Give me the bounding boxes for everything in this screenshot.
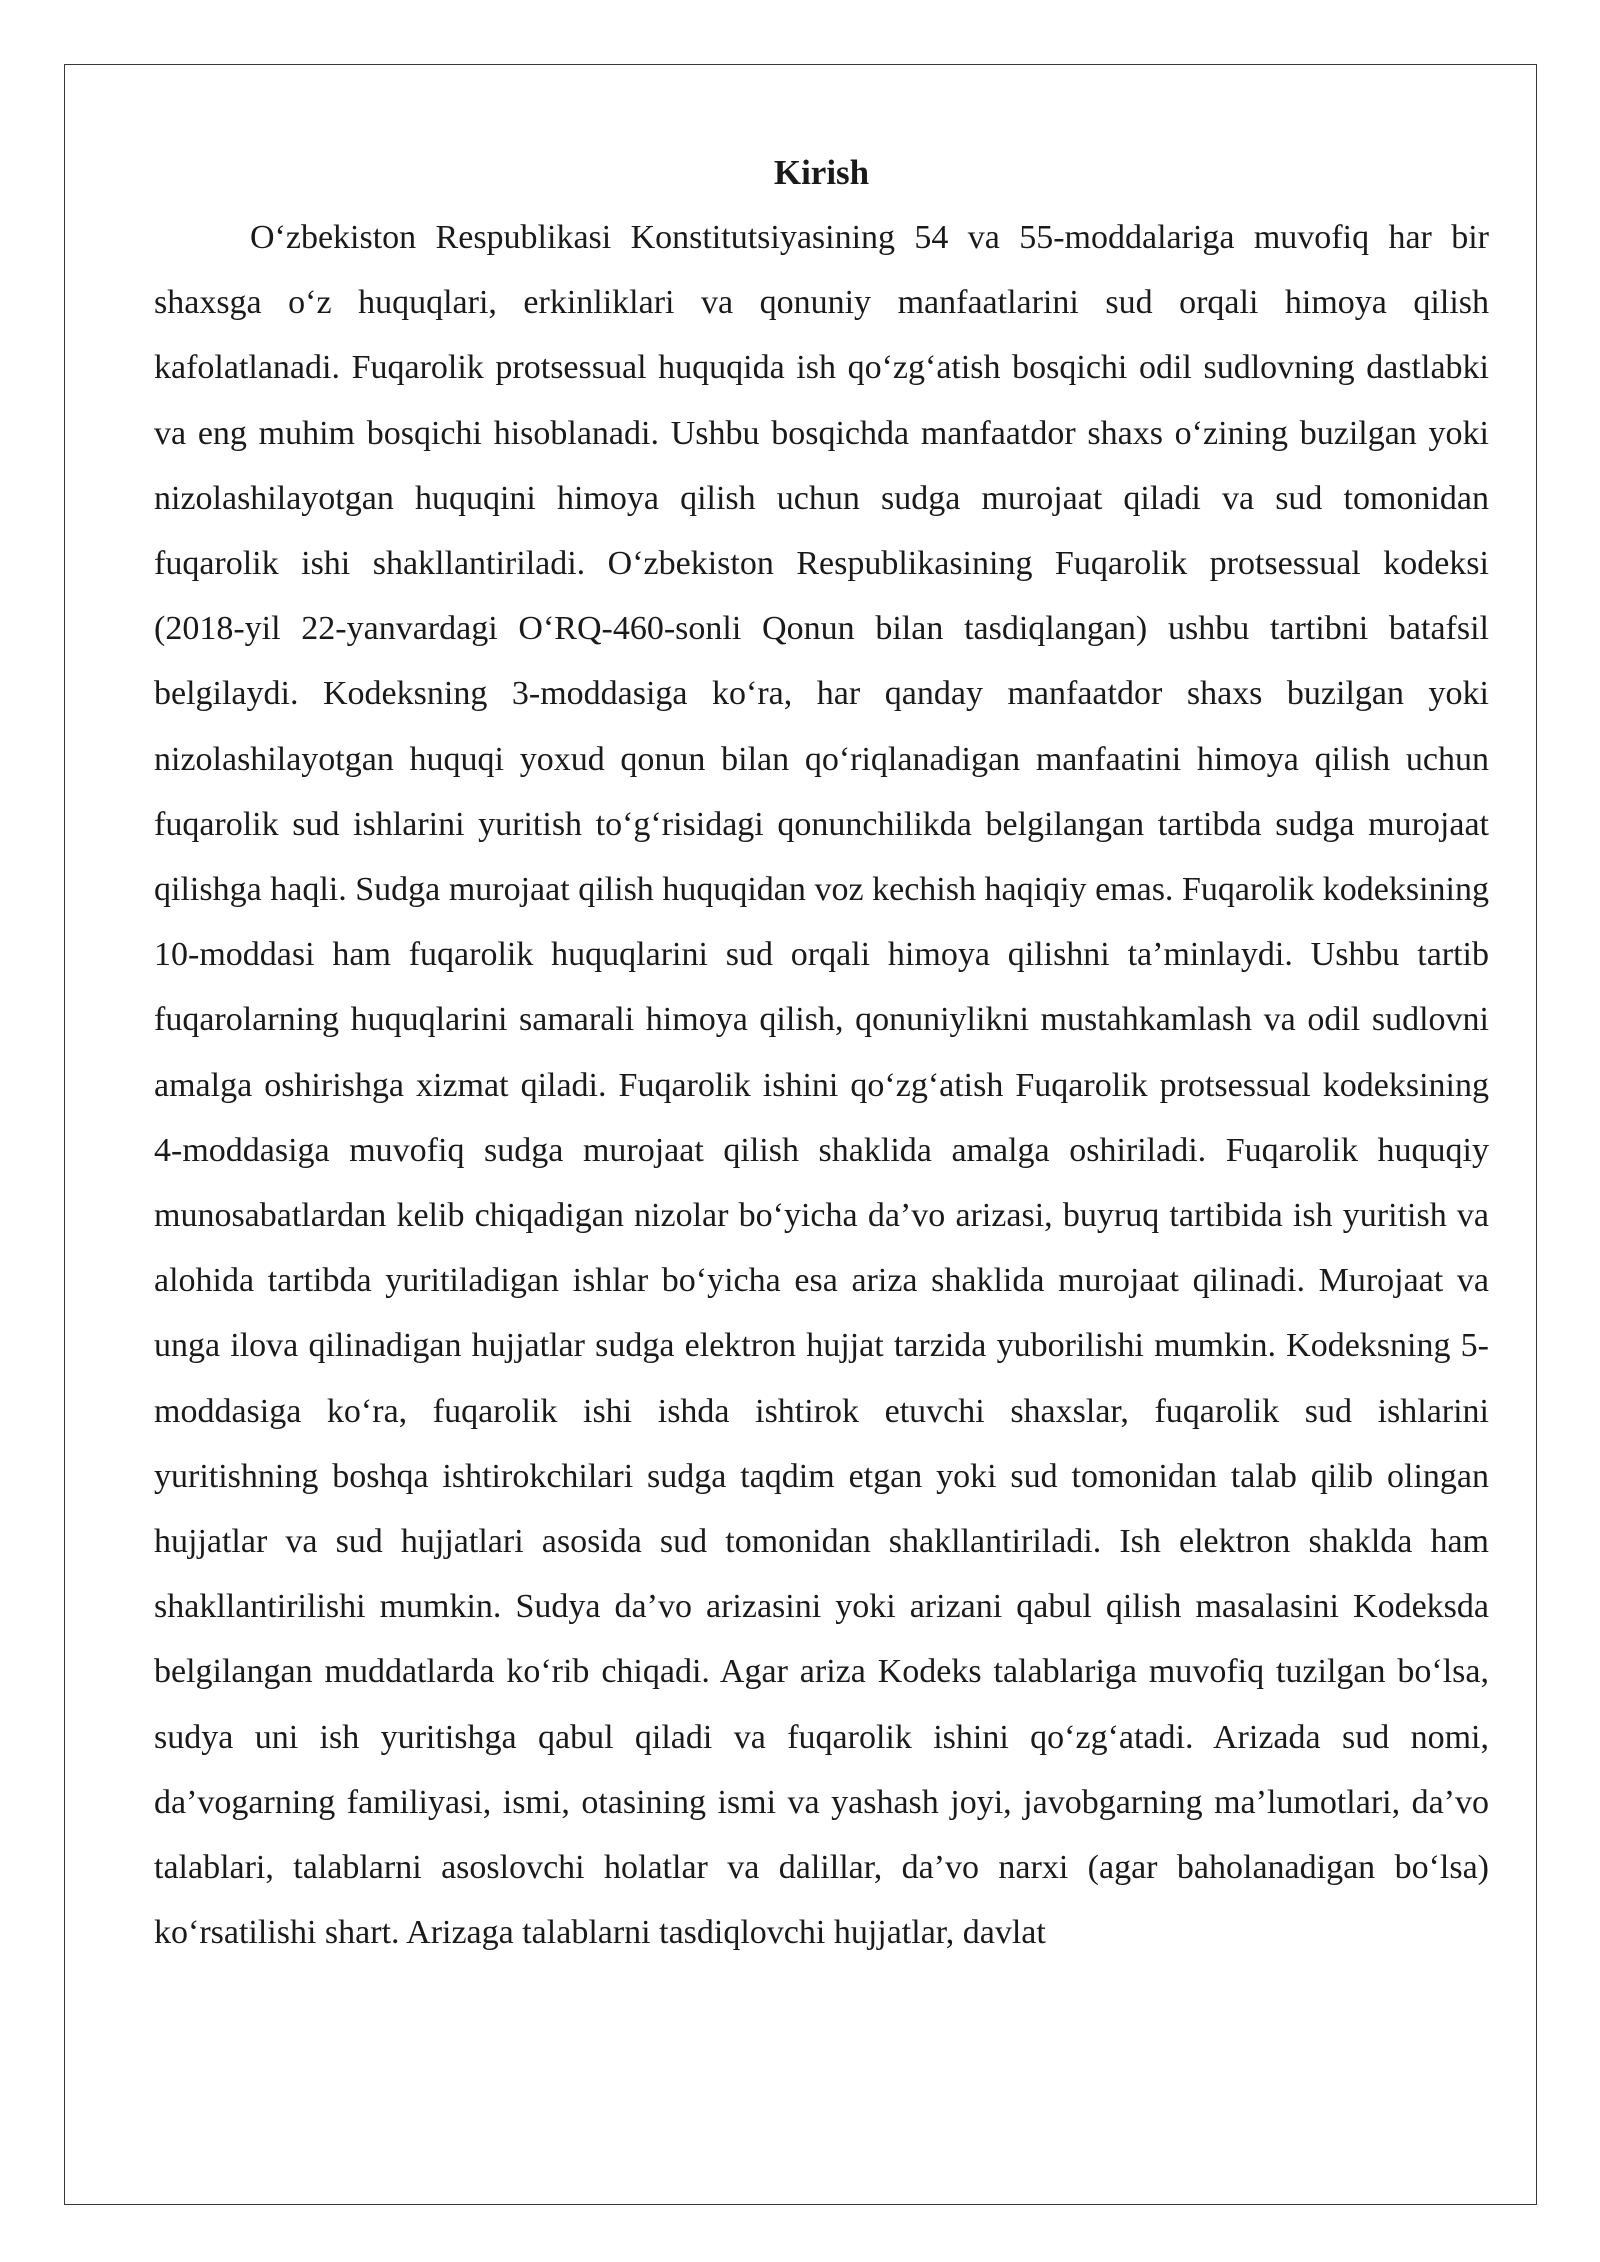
document-title: Kirish [773,153,870,192]
document-page [154,140,1489,1965]
body-paragraph: O‘zbekiston Respublikasi Konstitutsiyasining 54 va 55-moddalariga muvofiq har bir shaxsga o‘z huquqlari, erkinliklari va qonuniy manfaatlarini sud orqali himoya qilish kafolatlanadi. Fuqarolik protsessual huquqida ish qo‘zg‘atish bosqichi odil sudlovning dastlabki va eng muhim bosqichi hisoblanadi. Ushbu bosqichda manfaatdor shaxs o‘zining buzilgan yoki nizolashilayotgan huquqini himoya qilish uchun sudga murojaat qiladi va sud tomonidan fuqarolik ishi shakllantiriladi. O‘zbekiston Respublikasining Fuqarolik protsessual kodeksi (2018-yil 22-yanvardagi O‘RQ-460-sonli Qonun bilan tasdiqlangan) ushbu tartibni batafsil belgilaydi. Kodeksning 3-moddasiga ko‘ra, har qanday manfaatdor shaxs buzilgan yoki nizolashilayotgan huquqi yoxud qonun bilan qo‘riqlanadigan manfaatini himoya qilish uchun fuqarolik sud ishlarini yuritish to‘g‘risidagi qonunchilikda belgilangan tartibda sudga murojaat qilishga haqli. Sudga murojaat qilish huquqidan voz kechish haqiqiy emas. Fuqarolik kodeksining 10-moddasi ham fuqarolik huquqlarini sud orqali himoya qilishni ta’minlaydi. Ushbu tartib fuqarolarning huquqlarini samarali himoya qilish, qonuniylikni mustahkamlash va odil sudlovni amalga oshirishga xizmat qiladi. Fuqarolik ishini qo‘zg‘atish Fuqarolik protsessual kodeksining 4-moddasiga muvofiq sudga murojaat qilish shaklida amalga oshiriladi. Fuqarolik huquqiy munosabatlardan kelib chiqadigan nizolar bo‘yicha da’vo arizasi, buyruq tartibida ish yuritish va alohida tartibda yuritiladigan ishlar bo‘yicha esa ariza shaklida murojaat qilinadi. Murojaat va unga ilova qilinadigan hujjatlar sudga elektron hujjat tarzida yuborilishi mumkin. Kodeksning 5-moddasiga ko‘ra, fuqarolik ishi ishda ishtirok etuvchi shaxslar, fuqarolik sud ishlarini yuritishning boshqa ishtirokchilari sudga taqdim etgan yoki sud tomonidan talab qilib olingan hujjatlar va sud hujjatlari asosida sud tomonidan shakllantiriladi. Ish elektron shaklda ham shakllantirilishi mumkin. Sudya da’vo arizasini yoki arizani qabul qilish masalasini Kodeksda belgilangan muddatlarda ko‘rib chiqadi. Agar ariza Kodeks talablariga muvofiq tuzilgan bo‘lsa, sudya uni ish yuritishga qabul qiladi va fuqarolik ishini qo‘zg‘atadi. Arizada sud nomi, da’vogarning familiyasi, ismi, otasining ismi va yashash joyi, javobgarning ma’lumotlari, da’vo talablari, talablarni asoslovchi holatlar va dalillar, da’vo narxi (agar baholanadigan bo‘lsa) ko‘rsatilishi shart. Arizaga talablarni tasdiqlovchi hujjatlar, davlat [154,219,1489,1952]
